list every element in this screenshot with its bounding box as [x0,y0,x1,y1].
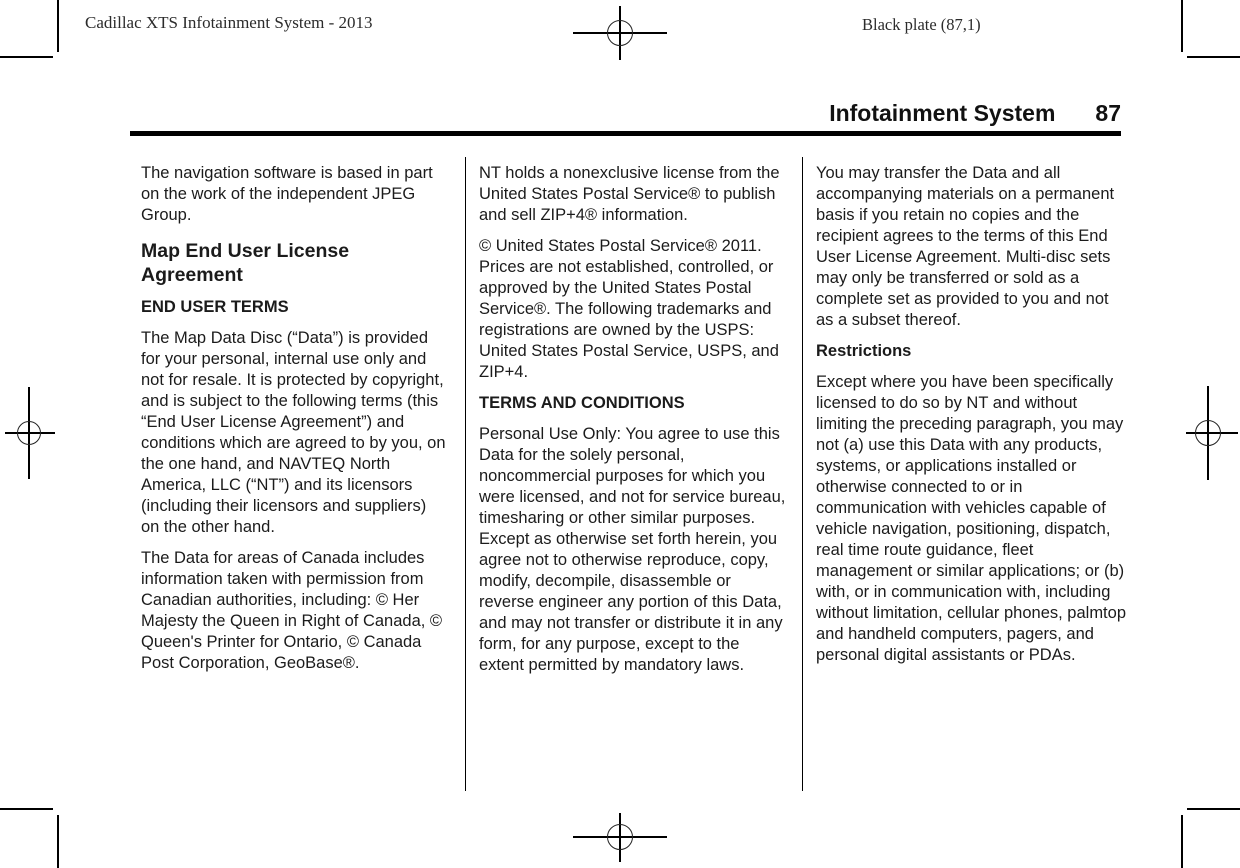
page-number: 87 [1095,100,1121,126]
paragraph: You may transfer the Data and all accompanying materials on a permanent basis if you retain no copies and the recipient agrees to the terms of this End User License Agreement. Multi-disc sets may only be transferred or sold as a complete set as provided to you and not as a subset thereof. [816,164,1115,329]
text-column-1 [141,163,449,684]
header-rule [130,131,1121,136]
crop-mark-bottom-right-vertical [1181,815,1183,868]
crop-mark-top-right-horizontal [1187,56,1240,58]
section-title: Infotainment System [829,100,1056,126]
paragraph: The navigation software is based in part on the work of the independent JPEG Group. [141,164,433,224]
subsection-heading: TERMS AND CONDITIONS [479,394,685,412]
plate-label: Black plate (87,1) [862,15,981,34]
crop-mark-bottom-left-vertical [57,815,59,868]
paragraph: Except where you have been specifically licensed to do so by NT and without limiting the preceding paragraph, you may not (a) use this Data with any products, systems, or applications installed or otherwise connected to or in communication with vehicles capable of vehicle navigation, positioning, dispatch, real time route guidance, fleet management or similar applications; or (b) with, or in communication with, including without limitation, cellular phones, palmtop and handheld computers, pagers, and personal digital assistants or PDAs. [816,373,1126,664]
paragraph: NT holds a nonexclusive license from the United States Postal Service® to publish and sell ZIP+4® information. [479,164,780,224]
column-divider [465,157,466,791]
column-divider [802,157,803,791]
crop-mark-top-left-horizontal [0,56,53,58]
text-column-2 [479,163,787,686]
subsection-heading: Restrictions [816,342,912,360]
crop-mark-top-left-vertical [57,0,59,52]
paragraph: Personal Use Only: You agree to use this Data for the solely personal, noncommercial purposes for which you were licensed, and not for service bureau, timesharing or other similar purposes. Except as otherwise set forth herein, you agree not to otherwise reproduce, copy, modify, decompile, disassemble or reverse engineer any portion of this Data, and may not transfer or distribute it in any form, for any purpose, except to the extent permitted by mandatory laws. [479,425,786,674]
paragraph: The Data for areas of Canada includes information taken with permission from Canadian authorities, including: © Her Majesty the Queen in Right of Canada, © Queen's Printer for Ontario, © Canada Post Corporation, GeoBase®. [141,549,443,672]
text-column-3 [816,163,1126,676]
document-title: Cadillac XTS Infotainment System - 2013 [85,13,373,32]
running-head [829,100,1121,127]
paragraph: © United States Postal Service® 2011. Prices are not established, controlled, or approved by the United States Postal Service®. The following trademarks and registrations are owned by the USPS: United States Postal Service, USPS, and ZIP+4. [479,237,779,381]
crop-mark-bottom-left-horizontal [0,808,53,810]
crop-mark-bottom-right-horizontal [1187,808,1240,810]
paragraph: The Map Data Disc (“Data”) is provided for your personal, internal use only and not for resale. It is protected by copyright, and is subject to the following terms (this “End User License Agreement”) and conditions which are agreed to by you, on the one hand, and NAVTEQ North America, LLC (“NT”) and its licensors (including their licensors and suppliers) on the other hand. [141,329,446,536]
subsection-heading: END USER TERMS [141,298,289,316]
crop-mark-top-right-vertical [1181,0,1183,52]
section-heading: Map End User License Agreement [141,240,350,286]
